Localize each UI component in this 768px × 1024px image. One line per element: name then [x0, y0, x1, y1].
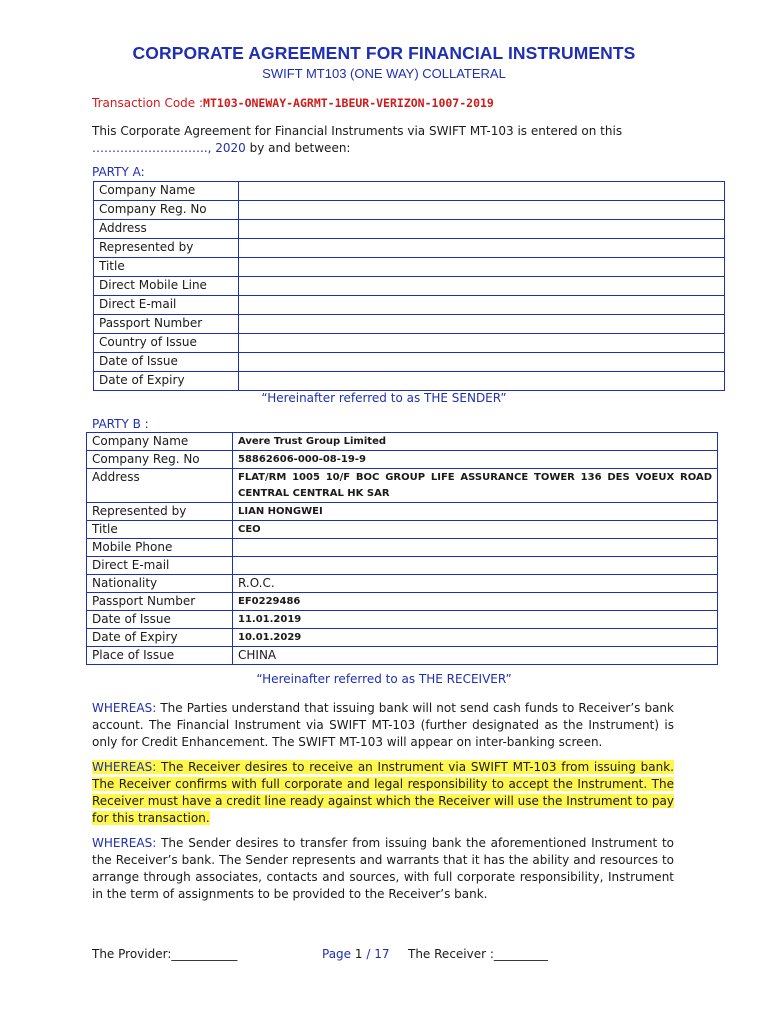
row-value: CEO: [233, 521, 718, 539]
table-row: [87, 557, 718, 575]
row-value: [239, 220, 725, 239]
row-value: [239, 239, 725, 258]
whereas-text: The Receiver desires to receive an Instrument via SWIFT MT-103 from issuing bank. The Receiver confirms with full corporate and legal responsibility to accept the Instrument. The Receiver must have a credit line ready against which the Receiver will use the Instrument to pay for this transaction.: [92, 760, 674, 825]
table-row: [87, 433, 718, 451]
table-row: [87, 611, 718, 629]
row-value: [239, 277, 725, 296]
row-label: Date of Issue: [87, 611, 233, 629]
row-label: Direct E-mail: [94, 296, 239, 315]
footer-provider: The Provider:___________: [92, 947, 238, 961]
row-label: Title: [87, 521, 233, 539]
table-row: [87, 575, 718, 593]
table-row: [94, 372, 725, 391]
row-value: 58862606-000-08-19-9: [233, 451, 718, 469]
row-label: Country of Issue: [94, 334, 239, 353]
row-label: Company Reg. No: [87, 451, 233, 469]
table-row: [94, 182, 725, 201]
row-value: EF0229486: [233, 593, 718, 611]
intro-rest: by and between:: [245, 141, 351, 155]
row-label: Title: [94, 258, 239, 277]
whereas-paragraph-2: [92, 759, 674, 827]
row-value: [233, 557, 718, 575]
footer-page-number: [322, 947, 389, 961]
row-label: Address: [94, 220, 239, 239]
document-title: CORPORATE AGREEMENT FOR FINANCIAL INSTRUMENTS: [132, 43, 636, 63]
row-value: R.O.C.: [233, 575, 718, 593]
whereas-lead: WHEREAS:: [92, 701, 157, 715]
whereas-lead: WHEREAS:: [92, 836, 157, 850]
table-row: [94, 220, 725, 239]
row-value: LIAN HONGWEI: [233, 503, 718, 521]
intro-text: This Corporate Agreement for Financial Instruments via SWIFT MT-103 is entered on this: [92, 124, 623, 138]
row-value: [239, 182, 725, 201]
whereas-text: The Sender desires to transfer from issuing bank the aforementioned Instrument to the Receiver’s bank. The Sender represents and warrants that it has the ability and resources to arrange through associates, contacts and sources, with full corporate responsibility, Instrument in the term of assignments to be provided to the Receiver’s bank.: [92, 836, 674, 901]
footer-receiver: The Receiver :_________: [408, 947, 548, 961]
row-value: [239, 334, 725, 353]
row-label: Company Name: [87, 433, 233, 451]
intro-paragraph: [92, 123, 674, 157]
row-value: Avere Trust Group Limited: [233, 433, 718, 451]
transaction-code-label: Transaction Code :: [92, 96, 204, 110]
row-value: CHINA: [233, 647, 718, 665]
table-row: [94, 201, 725, 220]
row-value: 10.01.2029: [233, 629, 718, 647]
table-row: [94, 334, 725, 353]
row-label: Place of Issue: [87, 647, 233, 665]
row-value: [239, 372, 725, 391]
table-row: [94, 239, 725, 258]
row-label: Nationality: [87, 575, 233, 593]
transaction-code: [92, 96, 494, 110]
party-a-table: [93, 181, 725, 391]
row-label: Company Name: [94, 182, 239, 201]
page-label: Page: [322, 947, 355, 961]
party-b-table: [86, 432, 718, 665]
whereas-lead: WHEREAS:: [92, 760, 157, 774]
row-value: [233, 539, 718, 557]
row-label: Date of Expiry: [87, 629, 233, 647]
row-value: [239, 315, 725, 334]
row-label: Date of Expiry: [94, 372, 239, 391]
table-row: [87, 451, 718, 469]
table-row: [87, 539, 718, 557]
row-label: Represented by: [94, 239, 239, 258]
whereas-paragraph-3: [92, 835, 674, 903]
document-subtitle: SWIFT MT103 (ONE WAY) COLLATERAL: [262, 66, 506, 81]
row-label: Passport Number: [87, 593, 233, 611]
row-label: Date of Issue: [94, 353, 239, 372]
table-row: [87, 521, 718, 539]
table-row: [94, 315, 725, 334]
party-a-hereinafter: “Hereinafter referred to as THE SENDER”: [261, 391, 507, 405]
row-value: FLAT/RM 1005 10/F BOC GROUP LIFE ASSURANCE TOWER 136 DES VOEUX ROAD CENTRAL CENTRAL HK SAR: [233, 469, 718, 503]
table-row: [87, 647, 718, 665]
row-label: Direct Mobile Line: [94, 277, 239, 296]
table-row: [94, 296, 725, 315]
party-a-label: PARTY A:: [92, 165, 145, 179]
whereas-text: The Parties understand that issuing bank will not send cash funds to Receiver’s bank account. The Financial Instrument via SWIFT MT-103 (further designated as the Instrument) is only for Credit Enhancement. The SWIFT MT-103 will appear on inter-banking screen.: [92, 701, 674, 749]
row-label: Represented by: [87, 503, 233, 521]
page-total: 17: [374, 947, 390, 961]
table-row: [87, 503, 718, 521]
row-value: [239, 296, 725, 315]
row-label: Direct E-mail: [87, 557, 233, 575]
table-row: [94, 277, 725, 296]
table-row: [94, 258, 725, 277]
table-row: [87, 469, 718, 503]
party-b-hereinafter: “Hereinafter referred to as THE RECEIVER”: [256, 672, 512, 686]
transaction-code-value: MT103-ONEWAY-AGRMT-1BEUR-VERIZON-1007-2019: [203, 96, 494, 110]
intro-date-blank: ……………………….., 2020: [92, 141, 246, 155]
row-value: [239, 258, 725, 277]
row-value: [239, 353, 725, 372]
page-current: 1: [354, 947, 363, 961]
row-label: Mobile Phone: [87, 539, 233, 557]
table-row: [87, 629, 718, 647]
party-b-label: PARTY B :: [92, 417, 149, 431]
table-row: [94, 353, 725, 372]
row-value: 11.01.2019: [233, 611, 718, 629]
page-separator: /: [362, 947, 375, 961]
table-row: [87, 593, 718, 611]
row-label: Address: [87, 469, 233, 503]
row-label: Company Reg. No: [94, 201, 239, 220]
row-label: Passport Number: [94, 315, 239, 334]
row-value: [239, 201, 725, 220]
whereas-paragraph-1: [92, 700, 674, 751]
